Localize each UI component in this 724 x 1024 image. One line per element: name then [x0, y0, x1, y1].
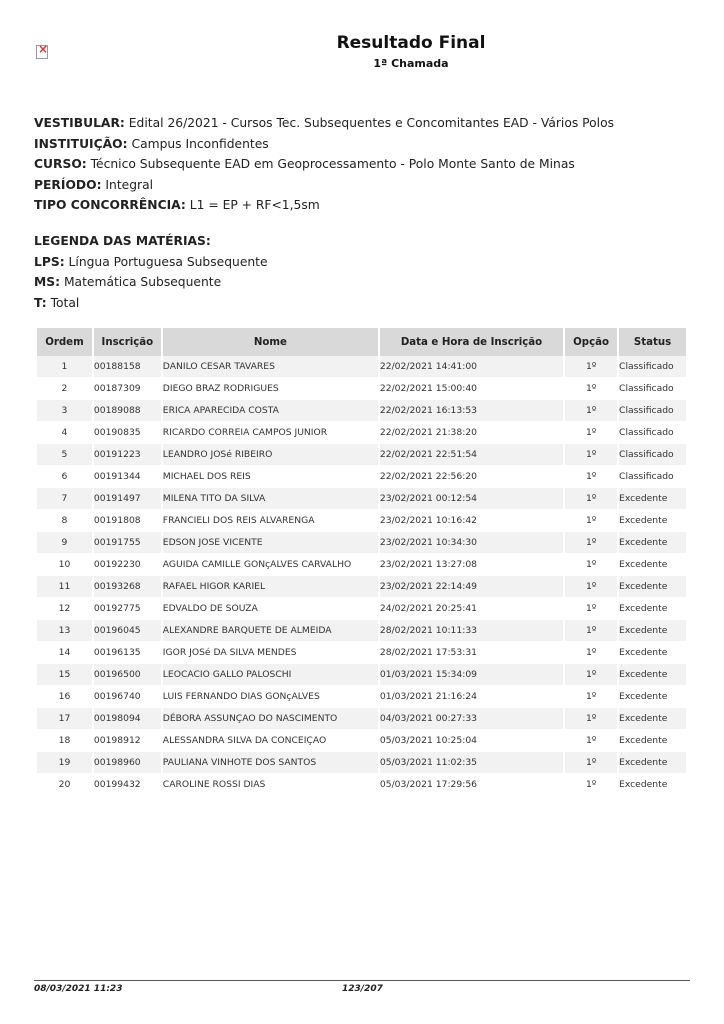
cell-data-hora: 23/02/2021 10:34:30 [380, 532, 563, 554]
cell-status: Classificado [619, 356, 686, 378]
cell-status: Excedente [619, 488, 686, 510]
cell-nome: RAFAEL HIGOR KARIEL [163, 576, 378, 598]
cell-data-hora: 04/03/2021 00:27:33 [380, 708, 563, 730]
cell-ordem: 19 [37, 752, 92, 774]
cell-opcao: 1º [565, 488, 617, 510]
cell-data-hora: 23/02/2021 00:12:54 [380, 488, 563, 510]
table-row [37, 686, 686, 708]
cell-inscricao: 00196740 [94, 686, 161, 708]
cell-status: Excedente [619, 774, 686, 796]
cell-data-hora: 01/03/2021 15:34:09 [380, 664, 563, 686]
footer-divider [34, 980, 690, 981]
info-instituicao [34, 134, 614, 155]
cell-inscricao: 00191808 [94, 510, 161, 532]
info-vestibular [34, 113, 614, 134]
column-header-opcao: Opção [565, 328, 617, 356]
cell-ordem: 5 [37, 444, 92, 466]
cell-ordem: 4 [37, 422, 92, 444]
cell-nome: ALEXANDRE BARQUETE DE ALMEIDA [163, 620, 378, 642]
legend-label: LPS: [34, 254, 65, 269]
legend-item-t [34, 293, 268, 314]
cell-status: Excedente [619, 554, 686, 576]
cell-ordem: 17 [37, 708, 92, 730]
cell-data-hora: 22/02/2021 16:13:53 [380, 400, 563, 422]
table-header-row [37, 328, 686, 356]
cell-inscricao: 00192775 [94, 598, 161, 620]
cell-ordem: 16 [37, 686, 92, 708]
cell-inscricao: 00196045 [94, 620, 161, 642]
table-row [37, 708, 686, 730]
cell-nome: ALESSANDRA SILVA DA CONCEIÇAO [163, 730, 378, 752]
legend-value: Total [50, 295, 80, 310]
cell-inscricao: 00189088 [94, 400, 161, 422]
cell-opcao: 1º [565, 466, 617, 488]
cell-inscricao: 00198094 [94, 708, 161, 730]
cell-nome: LEANDRO JOSé RIBEIRO [163, 444, 378, 466]
cell-opcao: 1º [565, 400, 617, 422]
column-header-inscricao: Inscrição [94, 328, 161, 356]
legend-value: Matemática Subsequente [63, 275, 222, 289]
table-row [37, 400, 686, 422]
subject-legend [34, 231, 268, 313]
cell-nome: MICHAEL DOS REIS [163, 466, 378, 488]
table-row [37, 664, 686, 686]
exam-info [34, 113, 614, 216]
cell-ordem: 8 [37, 510, 92, 532]
cell-nome: MILENA TITO DA SILVA [163, 488, 378, 510]
column-header-nome: Nome [163, 328, 378, 356]
info-value: Técnico Subsequente EAD em Geoprocessamento - Polo Monte Santo de Minas [90, 157, 575, 171]
table-row [37, 730, 686, 752]
cell-inscricao: 00191223 [94, 444, 161, 466]
cell-data-hora: 28/02/2021 10:11:33 [380, 620, 563, 642]
table-row [37, 444, 686, 466]
info-label: TIPO CONCORRÊNCIA: [34, 198, 186, 212]
table-row [37, 774, 686, 796]
cell-data-hora: 01/03/2021 21:16:24 [380, 686, 563, 708]
cell-nome: AGUIDA CAMILLE GONçALVES CARVALHO [163, 554, 378, 576]
cell-nome: LEOCACIO GALLO PALOSCHI [163, 664, 378, 686]
page-title: Resultado Final [336, 33, 486, 53]
column-header-data-hora: Data e Hora de Inscrição [380, 328, 563, 356]
cell-status: Classificado [619, 444, 686, 466]
cell-opcao: 1º [565, 664, 617, 686]
cell-inscricao: 00190835 [94, 422, 161, 444]
cell-nome: LUIS FERNANDO DIAS GONçALVES [163, 686, 378, 708]
table-row [37, 752, 686, 774]
results-table [35, 328, 688, 796]
cell-nome: FRANCIELI DOS REIS ALVARENGA [163, 510, 378, 532]
cell-data-hora: 22/02/2021 22:51:54 [380, 444, 563, 466]
legend-label: T: [34, 295, 47, 310]
cell-ordem: 10 [37, 554, 92, 576]
cell-data-hora: 28/02/2021 17:53:31 [380, 642, 563, 664]
info-label: VESTIBULAR: [34, 116, 125, 130]
cell-ordem: 2 [37, 378, 92, 400]
info-value: Campus Inconfidentes [131, 136, 269, 151]
info-label: CURSO: [34, 157, 87, 171]
cell-data-hora: 22/02/2021 15:00:40 [380, 378, 563, 400]
cell-ordem: 13 [37, 620, 92, 642]
table-row [37, 356, 686, 378]
cell-opcao: 1º [565, 532, 617, 554]
info-tipo-concorrencia [34, 195, 614, 216]
cell-status: Excedente [619, 598, 686, 620]
cell-opcao: 1º [565, 576, 617, 598]
cell-ordem: 1 [37, 356, 92, 378]
cell-inscricao: 00191497 [94, 488, 161, 510]
cell-opcao: 1º [565, 620, 617, 642]
cell-inscricao: 00196135 [94, 642, 161, 664]
cell-data-hora: 22/02/2021 21:38:20 [380, 422, 563, 444]
cell-opcao: 1º [565, 774, 617, 796]
cell-nome: RICARDO CORREIA CAMPOS JUNIOR [163, 422, 378, 444]
cell-status: Excedente [619, 730, 686, 752]
cell-opcao: 1º [565, 752, 617, 774]
info-label: INSTITUIÇÃO: [34, 136, 128, 151]
cell-data-hora: 24/02/2021 20:25:41 [380, 598, 563, 620]
legend-item-ms [34, 272, 268, 293]
cell-nome: DÉBORA ASSUNÇAO DO NASCIMENTO [163, 708, 378, 730]
cell-data-hora: 05/03/2021 10:25:04 [380, 730, 563, 752]
cell-ordem: 6 [37, 466, 92, 488]
table-row [37, 532, 686, 554]
cell-ordem: 9 [37, 532, 92, 554]
cell-status: Excedente [619, 708, 686, 730]
table-row [37, 488, 686, 510]
table-row [37, 620, 686, 642]
table-row [37, 422, 686, 444]
table-row [37, 554, 686, 576]
cell-inscricao: 00187309 [94, 378, 161, 400]
cell-nome: IGOR JOSé DA SILVA MENDES [163, 642, 378, 664]
cell-ordem: 3 [37, 400, 92, 422]
cell-nome: EDSON JOSE VICENTE [163, 532, 378, 554]
table-row [37, 576, 686, 598]
cell-ordem: 15 [37, 664, 92, 686]
cell-ordem: 12 [37, 598, 92, 620]
cell-status: Excedente [619, 664, 686, 686]
cell-opcao: 1º [565, 378, 617, 400]
cell-status: Excedente [619, 686, 686, 708]
info-value: Integral [105, 177, 154, 192]
cell-nome: CAROLINE ROSSI DIAS [163, 774, 378, 796]
cell-inscricao: 00188158 [94, 356, 161, 378]
table-row [37, 598, 686, 620]
info-curso [34, 154, 614, 175]
cell-status: Classificado [619, 400, 686, 422]
cell-ordem: 20 [37, 774, 92, 796]
cell-opcao: 1º [565, 598, 617, 620]
cell-data-hora: 22/02/2021 14:41:00 [380, 356, 563, 378]
column-header-ordem: Ordem [37, 328, 92, 356]
cell-status: Excedente [619, 510, 686, 532]
cell-status: Classificado [619, 378, 686, 400]
cell-opcao: 1º [565, 642, 617, 664]
cell-data-hora: 23/02/2021 22:14:49 [380, 576, 563, 598]
cell-data-hora: 22/02/2021 22:56:20 [380, 466, 563, 488]
cell-nome: DIEGO BRAZ RODRIGUES [163, 378, 378, 400]
cell-status: Excedente [619, 576, 686, 598]
cell-nome: ERICA APARECIDA COSTA [163, 400, 378, 422]
broken-image-icon [36, 45, 48, 59]
footer-page-number: 123/207 [342, 984, 383, 994]
table-row [37, 642, 686, 664]
cell-inscricao: 00192230 [94, 554, 161, 576]
cell-data-hora: 05/03/2021 11:02:35 [380, 752, 563, 774]
legend-item-lps [34, 252, 268, 273]
cell-inscricao: 00198912 [94, 730, 161, 752]
cell-data-hora: 05/03/2021 17:29:56 [380, 774, 563, 796]
cell-status: Excedente [619, 642, 686, 664]
cell-inscricao: 00191755 [94, 532, 161, 554]
legend-value: Língua Portuguesa Subsequente [68, 254, 268, 269]
legend-label: MS: [34, 275, 61, 289]
cell-opcao: 1º [565, 708, 617, 730]
cell-ordem: 14 [37, 642, 92, 664]
info-periodo [34, 175, 614, 196]
info-value: Edital 26/2021 - Cursos Tec. Subsequentes e Concomitantes EAD - Vários Polos [128, 116, 615, 130]
cell-opcao: 1º [565, 730, 617, 752]
cell-data-hora: 23/02/2021 13:27:08 [380, 554, 563, 576]
cell-nome: DANILO CESAR TAVARES [163, 356, 378, 378]
cell-nome: EDVALDO DE SOUZA [163, 598, 378, 620]
cell-inscricao: 00199432 [94, 774, 161, 796]
cell-status: Excedente [619, 532, 686, 554]
cell-status: Excedente [619, 752, 686, 774]
legend-title: LEGENDA DAS MATÉRIAS: [34, 234, 211, 248]
cell-inscricao: 00193268 [94, 576, 161, 598]
cell-status: Excedente [619, 620, 686, 642]
cell-ordem: 18 [37, 730, 92, 752]
cell-opcao: 1º [565, 510, 617, 532]
cell-status: Classificado [619, 466, 686, 488]
cell-data-hora: 23/02/2021 10:16:42 [380, 510, 563, 532]
cell-opcao: 1º [565, 444, 617, 466]
cell-opcao: 1º [565, 686, 617, 708]
page-subtitle: 1ª Chamada [373, 57, 449, 70]
cell-ordem: 11 [37, 576, 92, 598]
cell-opcao: 1º [565, 554, 617, 576]
table-row [37, 510, 686, 532]
info-label: PERÍODO: [34, 177, 102, 192]
cell-inscricao: 00191344 [94, 466, 161, 488]
cell-status: Classificado [619, 422, 686, 444]
column-header-status: Status [619, 328, 686, 356]
cell-opcao: 1º [565, 422, 617, 444]
cell-nome: PAULIANA VINHOTE DOS SANTOS [163, 752, 378, 774]
info-value: L1 = EP + RF<1,5sm [189, 198, 320, 212]
cell-ordem: 7 [37, 488, 92, 510]
cell-opcao: 1º [565, 356, 617, 378]
table-row [37, 378, 686, 400]
cell-inscricao: 00198960 [94, 752, 161, 774]
cell-inscricao: 00196500 [94, 664, 161, 686]
table-row [37, 466, 686, 488]
footer-datetime: 08/03/2021 11:23 [34, 984, 123, 994]
